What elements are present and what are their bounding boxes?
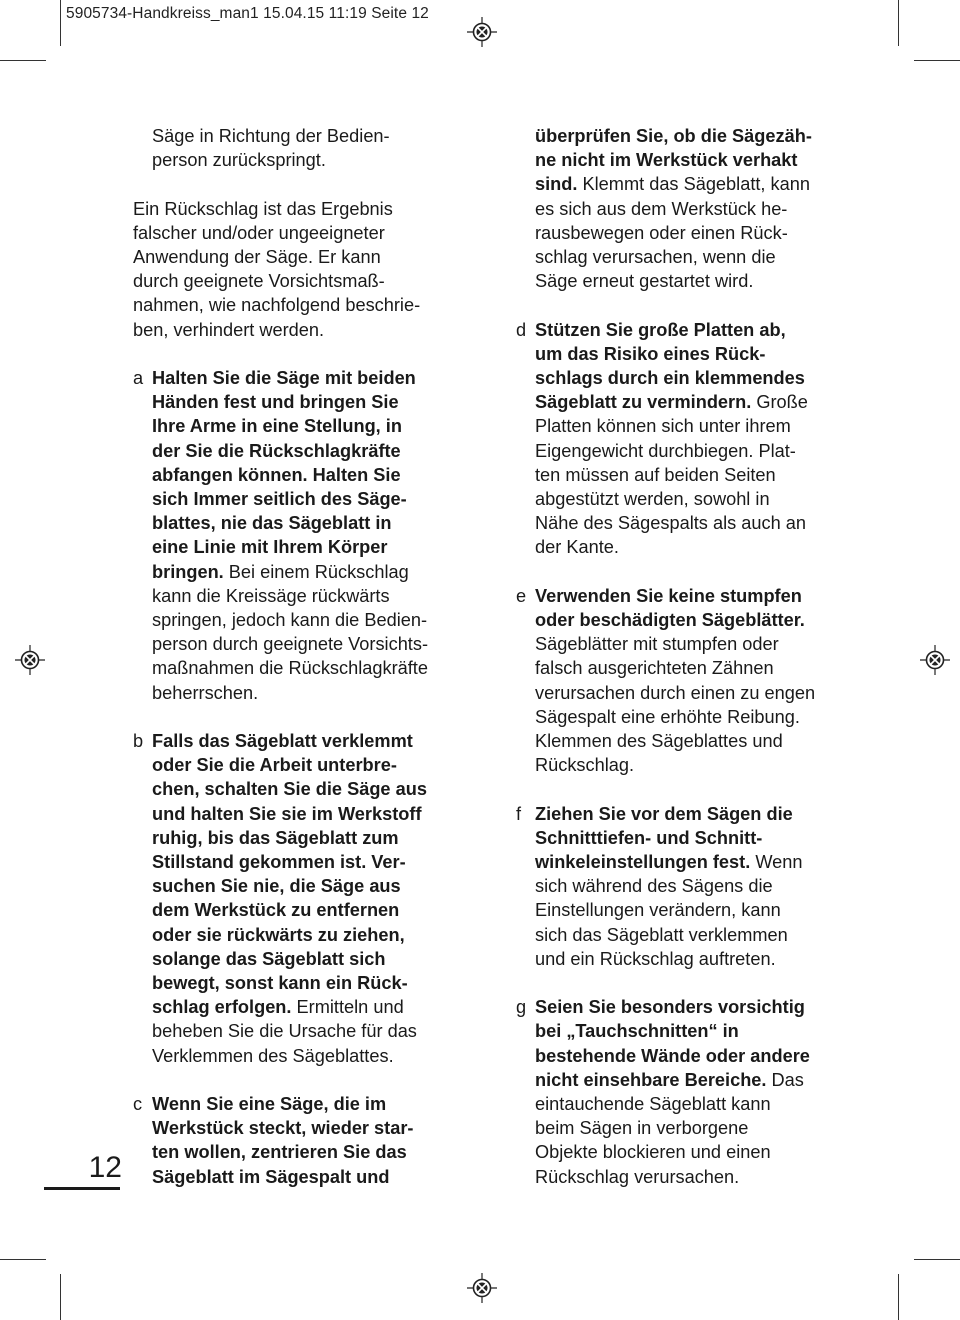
text-line: bei „Tauchschnitten“ in xyxy=(535,1021,739,1042)
text-line: Nähe des Sägespalts als auch an xyxy=(535,513,806,534)
list-marker: f xyxy=(516,803,522,824)
text-line: Ein Rückschlag ist das Ergebnis xyxy=(133,198,393,219)
text-line: Rückschlag verursachen. xyxy=(535,1166,740,1187)
registration-mark-icon xyxy=(467,1273,497,1303)
text-line: ne nicht im Werkstück verhakt xyxy=(535,150,798,171)
crop-mark xyxy=(898,0,899,46)
text-line: Rückschlag. xyxy=(535,755,635,776)
text-line xyxy=(535,172,876,196)
text-line: schlags durch ein klemmendes xyxy=(535,368,805,389)
registration-mark-icon xyxy=(15,645,45,675)
crop-mark xyxy=(898,1274,899,1320)
text-line: oder sie rückwärts zu ziehen, xyxy=(152,924,405,945)
page-number-rule xyxy=(44,1187,120,1190)
text-line xyxy=(152,560,488,584)
text-line: Platten können sich unter ihrem xyxy=(535,416,791,437)
text-line: bestehende Wände oder andere xyxy=(535,1045,810,1066)
text-line: verursachen durch einen zu engen xyxy=(535,682,816,703)
text-line xyxy=(152,995,488,1019)
text-line: springen, jedoch kann die Bedien- xyxy=(152,610,428,631)
text-line: Werkstück steckt, wieder star- xyxy=(152,1118,414,1139)
text-line: Seien Sie besonders vorsichtig xyxy=(535,997,805,1018)
text-line: blattes, nie das Sägeblatt in xyxy=(152,513,392,534)
text-line: um das Risiko eines Rück- xyxy=(535,343,766,364)
bold-run: nicht einsehbare Bereiche. xyxy=(535,1069,767,1090)
text-line: oder Sie die Arbeit unterbre- xyxy=(152,755,397,776)
text-line xyxy=(535,1068,876,1092)
crop-mark xyxy=(60,1274,61,1320)
text-line: sich während des Sägens die xyxy=(535,876,773,897)
text-line: durch geeignete Vorsichtsmaß- xyxy=(133,271,385,292)
intro-paragraph xyxy=(133,124,488,172)
text-line: beim Sägen in verborgene xyxy=(535,1118,749,1139)
page-number: 12 xyxy=(88,1151,122,1184)
right-column xyxy=(516,124,876,1213)
list-item-b xyxy=(133,729,488,1068)
left-column xyxy=(133,124,488,1213)
text-line: eine Linie mit Ihrem Körper xyxy=(152,537,388,558)
text-line: es sich aus dem Werkstück he- xyxy=(535,198,788,219)
bold-run: schlag erfolgen. xyxy=(152,997,292,1018)
text-line: chen, schalten Sie die Säge aus xyxy=(152,779,427,800)
text-line: Säge erneut gestartet wird. xyxy=(535,271,754,292)
normal-run: Wenn xyxy=(750,852,803,873)
text-line: beheben Sie die Ursache für das xyxy=(152,1021,417,1042)
kickback-explanation-paragraph xyxy=(133,197,488,342)
text-line: nahmen, wie nachfolgend beschrie- xyxy=(133,295,421,316)
text-line: schlag verursachen, wenn die xyxy=(535,247,776,268)
crop-mark xyxy=(914,60,960,61)
text-line: ten müssen auf beiden Seiten xyxy=(535,464,776,485)
text-line: ten wollen, zentrieren Sie das xyxy=(152,1142,407,1163)
text-line xyxy=(535,390,876,414)
list-marker: b xyxy=(133,731,144,752)
crop-mark xyxy=(0,60,46,61)
text-line: dem Werkstück zu entfernen xyxy=(152,900,400,921)
text-line: Verklemmen des Sägeblattes. xyxy=(152,1045,394,1066)
crop-mark xyxy=(0,1259,46,1260)
text-line: abfangen können. Halten Sie xyxy=(152,464,401,485)
text-line: Säge in Richtung der Bedien- xyxy=(152,126,390,146)
text-line: Händen fest und bringen Sie xyxy=(152,392,399,413)
text-line: Klemmen des Sägeblattes und xyxy=(535,731,783,752)
text-line: sich das Sägeblatt verklemmen xyxy=(535,924,788,945)
list-item-c xyxy=(133,1092,488,1189)
text-line: solange das Sägeblatt sich xyxy=(152,948,386,969)
text-line: Einstellungen verändern, kann xyxy=(535,900,781,921)
bold-run: Sägeblatt zu vermindern. xyxy=(535,392,752,413)
bold-run: bringen. xyxy=(152,561,224,582)
text-line: der Sie die Rückschlagkräfte xyxy=(152,440,401,461)
normal-run: Ermitteln und xyxy=(291,997,404,1018)
text-line: der Kante. xyxy=(535,537,619,558)
crop-mark xyxy=(914,1259,960,1260)
text-line: Stillstand gekommen ist. Ver- xyxy=(152,852,406,873)
normal-run: Große xyxy=(751,392,808,413)
list-item-c-continued xyxy=(516,124,876,293)
list-item-a xyxy=(133,366,488,705)
list-item-g xyxy=(516,995,876,1189)
print-slug: 5905734-Handkreiss_man1 15.04.15 11:19 Seite 12 xyxy=(66,5,429,22)
text-line: Wenn Sie eine Säge, die im xyxy=(152,1094,387,1115)
text-line: und ein Rückschlag auftreten. xyxy=(535,948,776,969)
bold-run: winkeleinstellungen fest. xyxy=(535,852,751,873)
text-line: ben, verhindert werden. xyxy=(133,319,325,340)
text-line: beherrschen. xyxy=(152,682,259,703)
text-line: Schnitttiefen- und Schnitt- xyxy=(535,827,763,848)
list-marker: d xyxy=(516,319,527,340)
text-line: Falls das Sägeblatt verklemmt xyxy=(152,731,413,752)
text-line: person zurückspringt. xyxy=(152,150,326,171)
normal-run: Das xyxy=(766,1069,804,1090)
text-line: maßnahmen die Rückschlagkräfte xyxy=(152,658,428,679)
text-line: Verwenden Sie keine stumpfen xyxy=(535,585,802,606)
text-line: Anwendung der Säge. Er kann xyxy=(133,247,381,267)
normal-run: Bei einem Rückschlag xyxy=(223,561,409,582)
text-line: falscher und/oder ungeeigneter xyxy=(133,222,385,243)
text-line: ruhig, bis das Sägeblatt zum xyxy=(152,827,399,848)
text-line: bewegt, sonst kann ein Rück- xyxy=(152,973,408,994)
text-line xyxy=(535,850,876,874)
bold-run: sind. xyxy=(535,174,578,195)
text-line: eintauchende Sägeblatt kann xyxy=(535,1094,771,1115)
list-item-d xyxy=(516,318,876,560)
text-line: Sägeblätter mit stumpfen oder xyxy=(535,634,779,655)
text-line: falsch ausgerichteten Zähnen xyxy=(535,658,774,679)
text-line: und halten Sie sie im Werkstoff xyxy=(152,803,422,824)
crop-mark xyxy=(60,0,61,46)
text-line: oder beschädigten Sägeblätter. xyxy=(535,610,805,631)
list-marker: e xyxy=(516,585,527,606)
normal-run: Klemmt das Sägeblatt, kann xyxy=(577,174,810,195)
text-line: Halten Sie die Säge mit beiden xyxy=(152,368,416,388)
list-marker: c xyxy=(133,1094,143,1115)
text-line: rausbewegen oder einen Rück- xyxy=(535,222,788,243)
text-line: Sägespalt eine erhöhte Reibung. xyxy=(535,706,800,727)
registration-mark-icon xyxy=(467,17,497,47)
registration-mark-icon xyxy=(920,645,950,675)
text-line: person durch geeignete Vorsichts- xyxy=(152,634,429,655)
list-marker: a xyxy=(133,368,144,388)
text-line: Objekte blockieren und einen xyxy=(535,1142,771,1163)
text-line: überprüfen Sie, ob die Sägezäh- xyxy=(535,126,812,146)
text-line: Ziehen Sie vor dem Sägen die xyxy=(535,803,793,824)
text-line: suchen Sie nie, die Säge aus xyxy=(152,876,401,897)
list-item-f xyxy=(516,802,876,971)
text-line: Ihre Arme in eine Stellung, in xyxy=(152,416,402,437)
text-line: abgestützt werden, sowohl in xyxy=(535,489,770,510)
text-line: Stützen Sie große Platten ab, xyxy=(535,319,786,340)
text-line: sich Immer seitlich des Säge- xyxy=(152,489,407,510)
list-marker: g xyxy=(516,997,527,1018)
text-line: kann die Kreissäge rückwärts xyxy=(152,585,390,606)
text-line: Eigengewicht durchbiegen. Plat- xyxy=(535,440,796,461)
text-line: Sägeblatt im Sägespalt und xyxy=(152,1166,390,1187)
list-item-e xyxy=(516,584,876,778)
